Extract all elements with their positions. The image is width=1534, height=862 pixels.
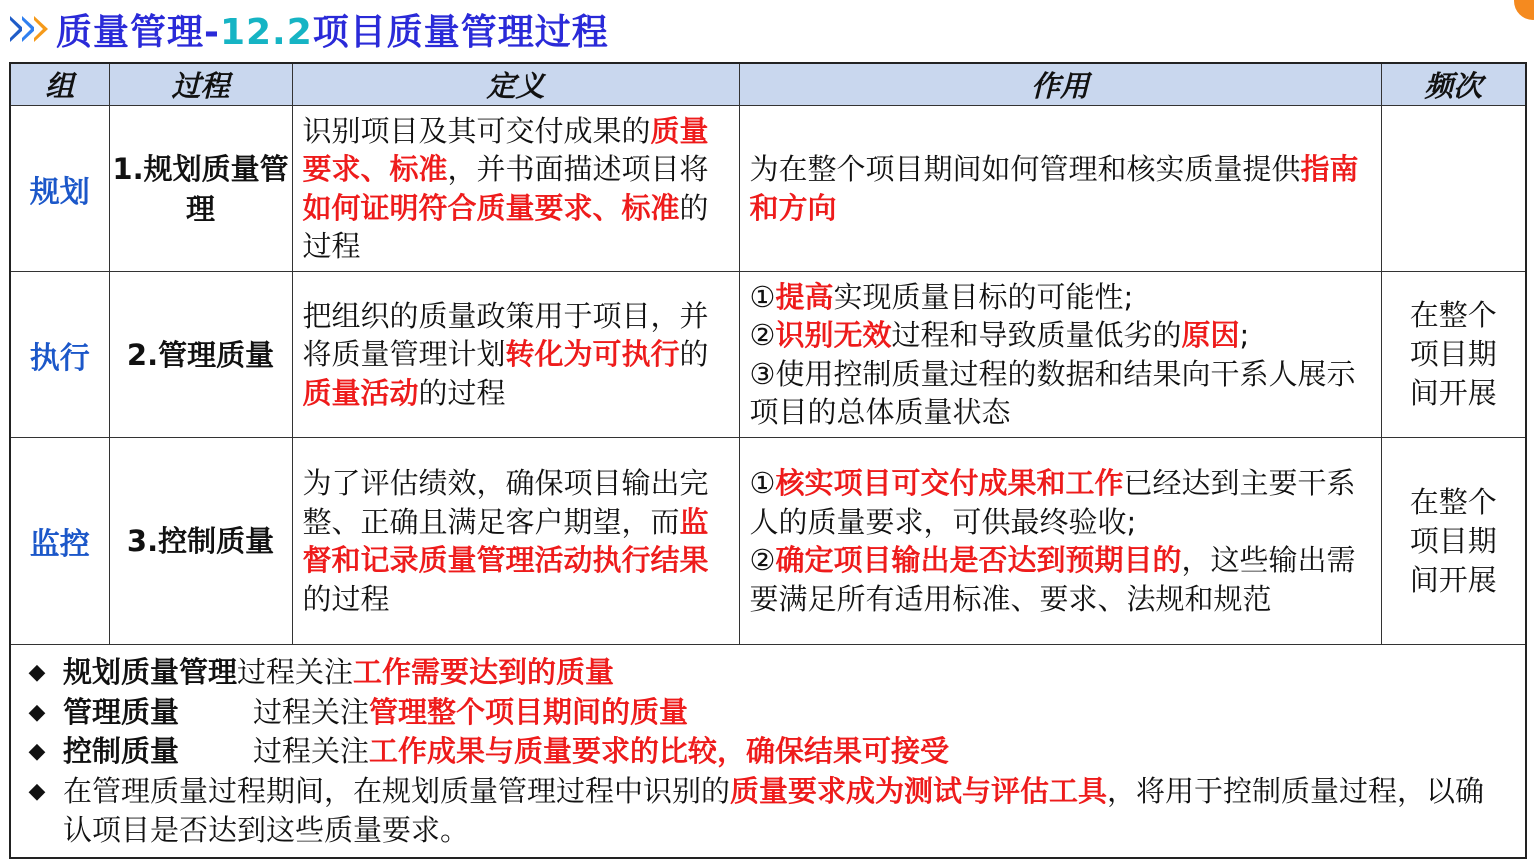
note-item: ◆ 规划质量管理过程关注工作需要达到的质量 xyxy=(23,653,1513,693)
note-item: ◆ 控制质量 过程关注工作成果与质量要求的比较，确保结果可接受 xyxy=(23,732,1513,772)
note-item: ◆ 在管理质量过程期间，在规划质量管理过程中识别的质量要求成为测试与评估工具，将用于控制质量过程，以确认项目是否达到这些质量要求。 xyxy=(23,772,1513,851)
column-header-group: 组 xyxy=(10,63,109,106)
table-row xyxy=(10,272,1526,438)
frequency-cell: 在整个项目期间开展 xyxy=(1381,272,1526,438)
diamond-bullet-icon: ◆ xyxy=(28,778,46,804)
diamond-bullet-icon: ◆ xyxy=(28,660,46,685)
process-cell: 2.管理质量 xyxy=(109,272,292,438)
quality-process-table xyxy=(9,62,1527,859)
table-row xyxy=(10,438,1526,645)
diamond-bullet-icon: ◆ xyxy=(28,739,46,764)
group-cell: 规划 xyxy=(10,106,109,272)
corner-decoration-icon xyxy=(1514,0,1534,20)
notes-cell xyxy=(10,645,1526,858)
column-header-frequency: 频次 xyxy=(1381,63,1526,106)
table-row xyxy=(10,106,1526,272)
column-header-definition: 定义 xyxy=(292,63,739,106)
chevrons-icon xyxy=(10,16,46,42)
diamond-bullet-icon: ◆ xyxy=(28,699,46,725)
role-cell: 为在整个项目期间如何管理和核实质量提供指南和方向 xyxy=(739,106,1381,272)
group-cell: 监控 xyxy=(10,438,109,645)
process-cell: 3.控制质量 xyxy=(109,438,292,645)
frequency-cell: 在整个项目期间开展 xyxy=(1381,438,1526,645)
slide-header xyxy=(10,2,609,56)
process-name: 1.规划质量管理 xyxy=(112,151,289,226)
notes-row xyxy=(10,645,1526,858)
role-cell: ①核实项目可交付成果和工作已经达到主要干系人的质量要求，可供最终验收; ②确定项目输出是否达到预期目的，这些输出需要满足所有适用标准、要求、法规和规范 xyxy=(739,438,1381,645)
definition-cell: 把组织的质量政策用于项目，并将质量管理计划转化为可执行的质量活动的过程 xyxy=(292,272,739,438)
table-header-row xyxy=(10,63,1526,106)
column-header-role: 作用 xyxy=(739,63,1381,106)
page-title: 质量管理-12.2项目质量管理过程 xyxy=(56,11,609,53)
frequency-cell xyxy=(1381,106,1526,272)
note-item: ◆ 管理质量 过程关注管理整个项目期间的质量 xyxy=(23,693,1513,733)
definition-cell: 为了评估绩效，确保项目输出完整、正确且满足客户期望，而监督和记录质量管理活动执行结果的过程 xyxy=(292,438,739,645)
group-cell: 执行 xyxy=(10,272,109,438)
column-header-process: 过程 xyxy=(109,63,292,106)
process-cell xyxy=(109,106,292,272)
role-cell: ①提高实现质量目标的可能性; ②识别无效过程和导致质量低劣的原因; ③使用控制质量过程的数据和结果向干系人展示项目的总体质量状态 xyxy=(739,272,1381,438)
definition-cell: 识别项目及其可交付成果的质量要求、标准，并书面描述项目将如何证明符合质量要求、标准的过程 xyxy=(292,106,739,272)
